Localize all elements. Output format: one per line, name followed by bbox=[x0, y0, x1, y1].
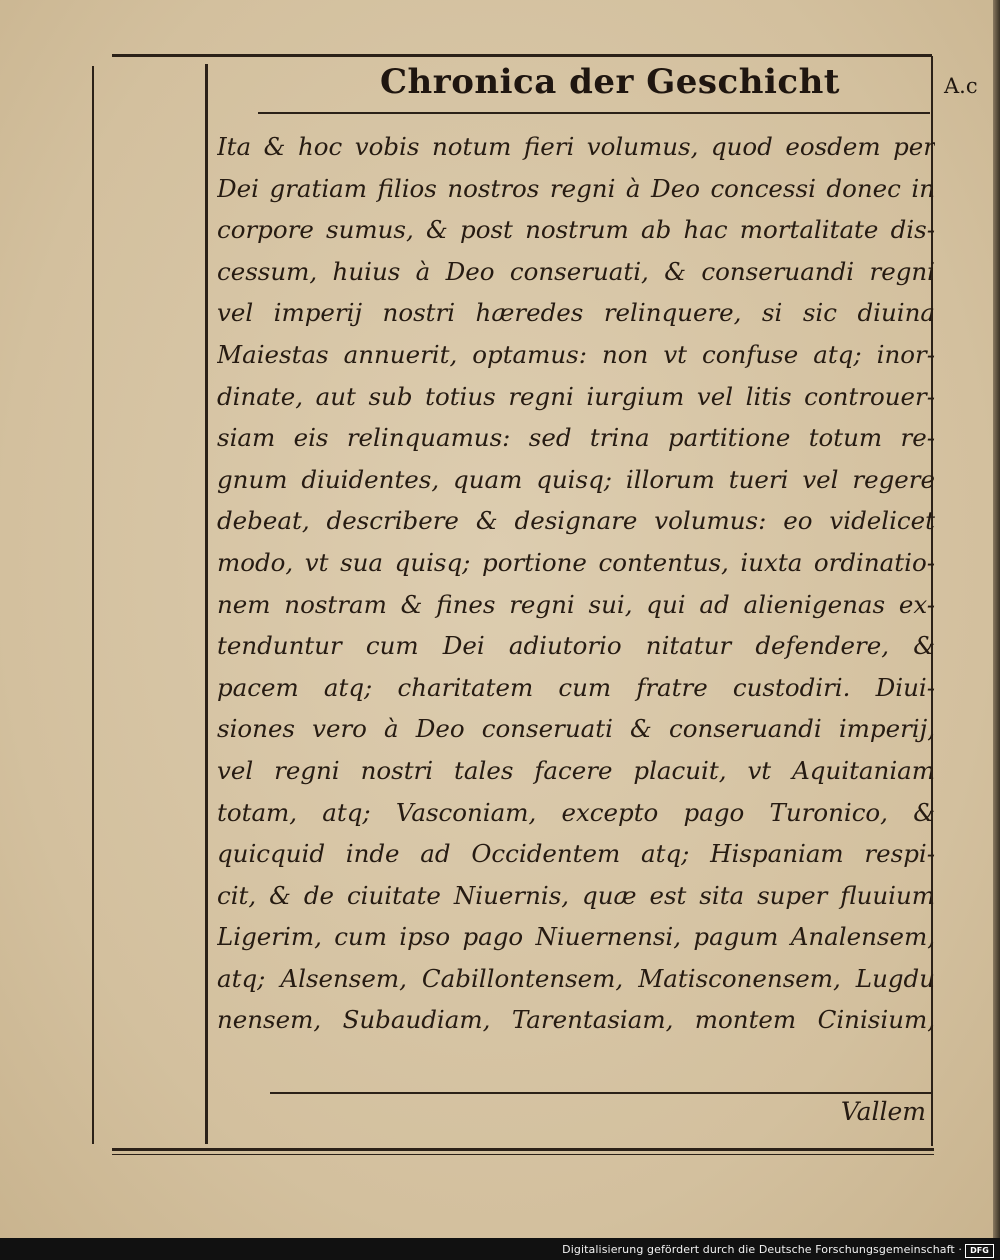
text-line: Maiestas annuerit, optamus: non vt confuse atq; inor- bbox=[217, 339, 935, 369]
text-line: corpore sumus, & post nostrum ab hac mortalitate dis- bbox=[217, 215, 935, 245]
text-line: Dei gratiam filios nostros regni à Deo concessi donec in bbox=[217, 173, 935, 203]
text-bottom-rule bbox=[270, 1092, 932, 1094]
text-line: Ligerim, cum ipso pago Niuernensi, pagum Analensem, bbox=[217, 922, 935, 952]
text-line: nensem, Subaudiam, Tarentasiam, montem Cinisium, bbox=[217, 1005, 935, 1035]
text-line: debeat, describere & designare volumus: eo videlicet bbox=[217, 506, 935, 536]
text-line: Ita & hoc vobis notum fieri volumus, quod eosdem per bbox=[217, 132, 935, 161]
dfg-logo: DFG bbox=[965, 1244, 994, 1258]
bottom-outer-rule bbox=[112, 1148, 934, 1151]
text-line: atq; Alsensem, Cabillontensem, Matisconensem, Lugdu bbox=[217, 963, 935, 993]
text-line: siones vero à Deo conseruati & conseruandi imperij, bbox=[217, 714, 935, 744]
text-line: vel imperij nostri hæredes relinquere, si sic diuina bbox=[217, 298, 935, 328]
text-line: cit, & de ciuitate Niuernis, quæ est sita super fluuium bbox=[217, 880, 935, 910]
text-line: nem nostram & fines regni sui, qui ad alienigenas ex- bbox=[217, 589, 935, 619]
page-edge-shadow bbox=[993, 0, 1000, 1238]
text-line: totam, atq; Vasconiam, excepto pago Turonico, & bbox=[217, 797, 935, 827]
text-line: gnum diuidentes, quam quisq; illorum tueri vel regere bbox=[217, 464, 935, 494]
left-outer-rule bbox=[92, 66, 94, 1144]
catchword: Vallem bbox=[840, 1097, 926, 1126]
running-title: Chronica der Geschicht bbox=[380, 62, 841, 102]
bottom-outer-rule-thin bbox=[112, 1154, 934, 1155]
body-text-block bbox=[217, 126, 935, 1041]
header-underline-rule bbox=[258, 112, 930, 114]
funding-credit: Digitalisierung gefördert durch die Deutsche Forschungsgemeinschaft · bbox=[562, 1243, 962, 1256]
text-line: modo, vt sua quisq; portione contentus, iuxta ordinatio- bbox=[217, 547, 935, 577]
text-line: dinate, aut sub totius regni iurgium vel litis controuer- bbox=[217, 381, 935, 411]
text-line: cessum, huius à Deo conseruati, & conseruandi regni bbox=[217, 256, 935, 286]
text-line: siam eis relinquamus: sed trina partitione totum re- bbox=[217, 423, 935, 453]
text-line: quicquid inde ad Occidentem atq; Hispaniam respi- bbox=[217, 839, 935, 869]
text-line: vel regni nostri tales facere placuit, vt Aquitaniam bbox=[217, 755, 935, 785]
text-line: tenduntur cum Dei adiutorio nitatur defendere, & bbox=[217, 631, 935, 661]
left-inner-rule bbox=[205, 64, 208, 1144]
text-line: pacem atq; charitatem cum fratre custodiri. Diui- bbox=[217, 672, 935, 702]
top-outer-rule bbox=[112, 54, 932, 57]
folio-signature: A.c bbox=[944, 74, 978, 98]
